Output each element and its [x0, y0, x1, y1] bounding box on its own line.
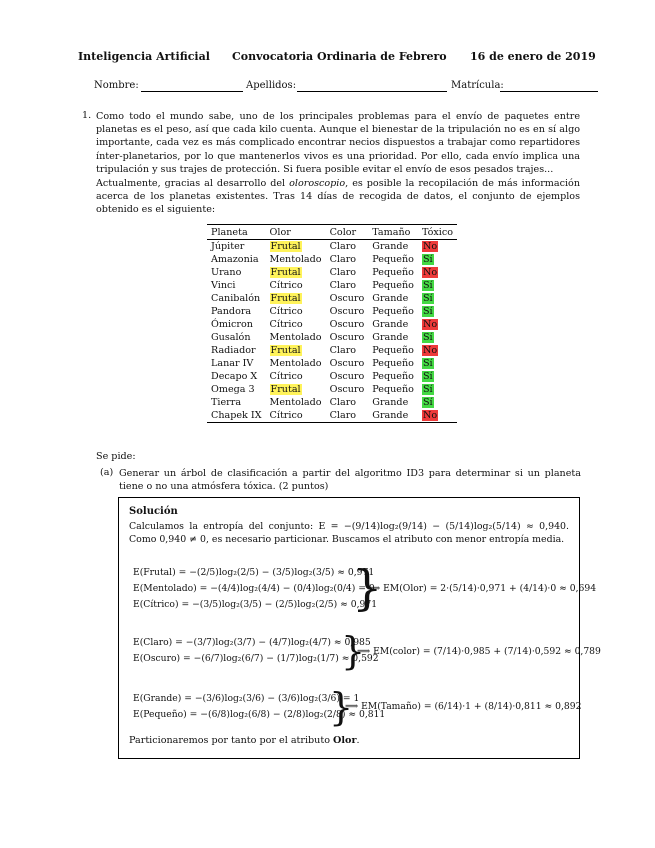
table-cell — [368, 331, 418, 344]
olor-result: ⟹ EM(Olor) = 2·(5/14)·0,971 + (4/14)·0 ≈ 0,694 — [367, 583, 597, 594]
problem-context — [96, 177, 580, 217]
table-cell — [207, 292, 266, 305]
table-cell — [418, 409, 457, 423]
context-after: , es posible la recopilación de más información acerca de los planetas existentes. Tras 14 días de recogida de datos, el conjunto de ejemplos obtenido es el siguiente: — [96, 178, 581, 216]
table-cell — [418, 357, 457, 370]
course-title: Inteligencia Artificial — [78, 50, 210, 63]
table-cell — [368, 292, 418, 305]
table-cell — [266, 279, 326, 292]
name-field[interactable] — [141, 91, 243, 92]
cell-value: No — [422, 267, 438, 278]
table-cell — [326, 279, 369, 292]
table-cell — [207, 279, 266, 292]
cell-value: Frutal — [270, 241, 301, 252]
cell-value: Sí — [422, 397, 433, 408]
conclusion — [129, 735, 360, 746]
table-cell — [326, 266, 369, 279]
cell-value: Frutal — [270, 345, 301, 356]
olor-line-2: E(Mentolado) = −(4/4)log₂(4/4) − (0/4)log₂(0/4) = 0 — [133, 583, 375, 594]
cell-value: Cítrico — [269, 371, 303, 382]
cell-value: No — [422, 345, 438, 356]
table-cell — [207, 253, 266, 266]
column-header: Planeta — [207, 225, 266, 240]
table-body — [207, 240, 457, 423]
cell-value: No — [422, 241, 438, 252]
table-cell — [266, 318, 326, 331]
table-row — [207, 305, 457, 318]
cell-value: Ómicron — [211, 319, 253, 330]
cell-value: Tierra — [211, 397, 242, 408]
cell-value: Sí — [422, 358, 433, 369]
solution-box — [118, 497, 601, 759]
exam-date: 16 de enero de 2019 — [470, 50, 596, 63]
table-row — [207, 253, 457, 266]
cell-value: Chapek IX — [211, 410, 262, 421]
table-cell — [326, 292, 369, 305]
olor-line-1: E(Frutal) = −(2/5)log₂(2/5) − (3/5)log₂(3/5) ≈ 0,971 — [133, 567, 375, 578]
table-cell — [266, 370, 326, 383]
table-row — [207, 292, 457, 305]
table-cell — [368, 370, 418, 383]
table-cell — [368, 318, 418, 331]
cell-value: Oscuro — [329, 384, 365, 395]
table-cell — [418, 370, 457, 383]
table-cell — [326, 240, 369, 254]
table-row — [207, 396, 457, 409]
table-cell — [368, 240, 418, 254]
table-cell — [326, 370, 369, 383]
cell-value: Grande — [372, 397, 409, 408]
cell-value: Oscuro — [329, 293, 365, 304]
table-cell — [266, 292, 326, 305]
cell-value: Oscuro — [329, 319, 365, 330]
table-cell — [326, 253, 369, 266]
name-label: Nombre: — [94, 80, 139, 91]
cell-value: Sí — [422, 280, 433, 291]
table-cell — [418, 383, 457, 396]
table-row — [207, 383, 457, 396]
table-cell — [326, 318, 369, 331]
table-row — [207, 344, 457, 357]
table-cell — [207, 305, 266, 318]
cell-value: Sí — [422, 293, 433, 304]
column-header: Olor — [266, 225, 326, 240]
table-cell — [207, 357, 266, 370]
table-cell — [207, 344, 266, 357]
cell-value: Cítrico — [269, 280, 303, 291]
solution-title: Solución — [129, 506, 178, 517]
cell-value: Amazonia — [211, 254, 259, 265]
cell-value: Oscuro — [329, 332, 365, 343]
table-cell — [368, 279, 418, 292]
tamano-brace: } — [329, 685, 354, 729]
cell-value: Grande — [372, 332, 409, 343]
table-cell — [207, 240, 266, 254]
table-cell — [418, 344, 457, 357]
table-row — [207, 331, 457, 344]
cell-value: Lanar IV — [211, 358, 254, 369]
table-cell — [266, 396, 326, 409]
cell-value: Mentolado — [269, 358, 322, 369]
column-header: Tamaño — [368, 225, 418, 240]
table-cell — [266, 253, 326, 266]
cell-value: Claro — [329, 345, 357, 356]
cell-value: Pequeño — [372, 371, 414, 382]
cell-value: Sí — [422, 254, 433, 265]
table-cell — [418, 396, 457, 409]
cell-value: Grande — [372, 293, 409, 304]
task-item-label: (a) — [100, 467, 114, 478]
conclusion-prefix: Particionaremos por tanto por el atributo — [129, 735, 334, 746]
table-cell — [266, 305, 326, 318]
table-row — [207, 266, 457, 279]
conclusion-attr: Olor — [333, 735, 357, 746]
table-cell — [326, 396, 369, 409]
table-cell — [266, 383, 326, 396]
color-line-2: E(Oscuro) = −(6/7)log₂(6/7) − (1/7)log₂(1/7) ≈ 0,592 — [133, 653, 379, 664]
olor-brace: } — [352, 560, 383, 616]
cell-value: Oscuro — [329, 306, 365, 317]
problem-intro: Como todo el mundo sabe, uno de los principales problemas para el envío de paquetes entre planetas es el peso, así que cada kilo cuenta. Aunque el bienestar de la tripulación no es en sí algo importante, cada vez es más complicado encontrar necios dispuestos a trabajar como repartidores ínter-planetarios, por lo que mantenerlos vivos es una prioridad. Por ello, cada envío implica una tripulación y sus trajes de protección. Si fuera posible evitar el envío de esos pesados trajes... — [96, 111, 580, 175]
table-cell — [326, 344, 369, 357]
table-cell — [207, 318, 266, 331]
color-result: ⟹ EM(color) = (7/14)·0,985 + (7/14)·0,592 ≈ 0,789 — [357, 646, 601, 657]
cell-value: Pequeño — [372, 267, 414, 278]
table-cell — [207, 409, 266, 423]
table-row — [207, 370, 457, 383]
cell-value: Grande — [372, 241, 409, 252]
table-cell — [368, 344, 418, 357]
table-cell — [418, 305, 457, 318]
cell-value: Oscuro — [329, 358, 365, 369]
cell-value: Omega 3 — [211, 384, 255, 395]
table-cell — [418, 240, 457, 254]
table-cell — [207, 331, 266, 344]
cell-value: Mentolado — [269, 254, 322, 265]
column-header: Tóxico — [418, 225, 457, 240]
cell-value: Pandora — [211, 306, 252, 317]
table-cell — [368, 409, 418, 423]
cell-value: Gusalón — [211, 332, 251, 343]
cell-value: Claro — [329, 410, 357, 421]
table-cell — [266, 357, 326, 370]
color-line-1: E(Claro) = −(3/7)log₂(3/7) − (4/7)log₂(4/7) ≈ 0,985 — [133, 637, 371, 648]
tamano-result: ⟹ EM(Tamaño) = (6/14)·1 + (8/14)·0,811 ≈ 0,892 — [345, 701, 582, 712]
olor-line-3: E(Cítrico) = −(3/5)log₂(3/5) − (2/5)log₂(2/5) ≈ 0,971 — [133, 599, 378, 610]
cell-value: Sí — [422, 384, 433, 395]
table-cell — [368, 357, 418, 370]
table-row — [207, 318, 457, 331]
cell-value: Sí — [422, 306, 433, 317]
cell-value: Júpiter — [211, 241, 245, 252]
table-cell — [418, 266, 457, 279]
cell-value: Vinci — [211, 280, 236, 291]
cell-value: Cítrico — [269, 410, 303, 421]
cell-value: Claro — [329, 267, 357, 278]
table-cell — [326, 409, 369, 423]
task-item-text: Generar un árbol de clasificación a partir del algoritmo ID3 para determinar si un planeta tiene o no una atmósfera tóxica. (2 puntos) — [119, 468, 581, 493]
tamano-line-2: E(Pequeño) = −(6/8)log₂(6/8) − (2/8)log₂(2/8) ≈ 0,811 — [133, 709, 386, 720]
table-header-row — [207, 225, 457, 240]
cell-value: Oscuro — [329, 371, 365, 382]
table-cell — [418, 318, 457, 331]
cell-value: Pequeño — [372, 345, 414, 356]
table-cell — [368, 253, 418, 266]
table-cell — [326, 383, 369, 396]
table-cell — [368, 383, 418, 396]
table-cell — [326, 305, 369, 318]
cell-value: Mentolado — [269, 397, 322, 408]
exam-title: Convocatoria Ordinaria de Febrero — [232, 50, 447, 63]
table-cell — [266, 331, 326, 344]
table-cell — [368, 266, 418, 279]
cell-value: No — [422, 410, 438, 421]
cell-value: Sí — [422, 332, 433, 343]
cell-value: Pequeño — [372, 358, 414, 369]
cell-value: Sí — [422, 371, 433, 382]
table-cell — [326, 357, 369, 370]
table-cell — [207, 266, 266, 279]
table-cell — [418, 331, 457, 344]
conclusion-suffix: . — [356, 735, 360, 746]
cell-value: Grande — [372, 319, 409, 330]
table-cell — [266, 409, 326, 423]
cell-value: Claro — [329, 254, 357, 265]
cell-value: Decapo X — [211, 371, 258, 382]
cell-value: Claro — [329, 241, 357, 252]
color-brace: } — [341, 629, 366, 673]
table-row — [207, 240, 457, 254]
entropy-intro: Calculamos la entropía del conjunto: E = −(9/14)log₂(9/14) − (5/14)log₂(5/14) ≈ 0,940. Como 0,940 ≠ 0, es necesario particionar. Buscamos el atributo con menor entropía media. — [129, 521, 569, 546]
table-cell — [368, 305, 418, 318]
dataset-table — [207, 224, 457, 423]
table-cell — [266, 240, 326, 254]
table-cell — [326, 331, 369, 344]
problem-number: 1. — [82, 110, 92, 121]
column-header: Color — [326, 225, 369, 240]
table-cell — [266, 266, 326, 279]
table-cell — [266, 344, 326, 357]
cell-value: Pequeño — [372, 254, 414, 265]
table-row — [207, 279, 457, 292]
tamano-line-1: E(Grande) = −(3/6)log₂(3/6) − (3/6)log₂(3/6) = 1 — [133, 693, 360, 704]
task-prompt: Se pide: — [96, 451, 136, 462]
context-before: Actualmente, gracias al desarrollo del — [96, 178, 290, 189]
table-cell — [418, 292, 457, 305]
cell-value: Radiador — [211, 345, 256, 356]
cell-value: Frutal — [270, 267, 301, 278]
cell-value: Cítrico — [269, 306, 303, 317]
table-cell — [368, 396, 418, 409]
surname-label: Apellidos: — [246, 80, 297, 91]
cell-value: Pequeño — [372, 384, 414, 395]
table-cell — [207, 396, 266, 409]
table-row — [207, 409, 457, 423]
table-cell — [418, 253, 457, 266]
cell-value: Claro — [329, 280, 357, 291]
table-cell — [207, 370, 266, 383]
surname-field[interactable] — [297, 91, 447, 92]
cell-value: No — [422, 319, 438, 330]
cell-value: Mentolado — [269, 332, 322, 343]
cell-value: Cítrico — [269, 319, 303, 330]
cell-value: Frutal — [270, 293, 301, 304]
cell-value: Frutal — [270, 384, 301, 395]
cell-value: Grande — [372, 410, 409, 421]
table-row — [207, 357, 457, 370]
cell-value: Canibalón — [211, 293, 261, 304]
cell-value: Pequeño — [372, 280, 414, 291]
id-field[interactable] — [500, 91, 598, 92]
table-cell — [418, 279, 457, 292]
cell-value: Pequeño — [372, 306, 414, 317]
cell-value: Urano — [211, 267, 242, 278]
table-cell — [207, 383, 266, 396]
context-italic: oloroscopio — [289, 178, 346, 189]
cell-value: Claro — [329, 397, 357, 408]
id-label: Matrícula: — [451, 80, 504, 91]
